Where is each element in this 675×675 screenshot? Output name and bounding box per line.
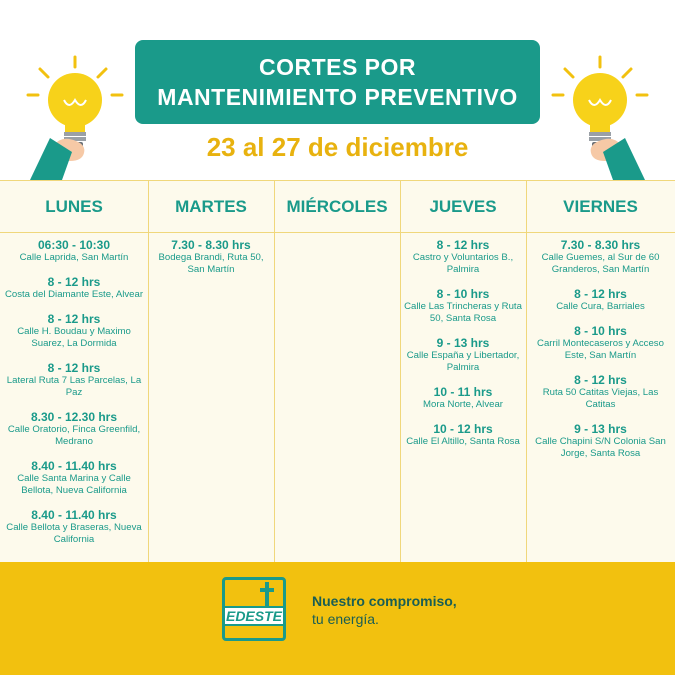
- outage-time: 8 - 12 hrs: [47, 312, 101, 326]
- outage-location: Calle Cura, Barriales: [556, 301, 645, 312]
- outage-time: 8.40 - 11.40 hrs: [31, 459, 117, 473]
- slogan: [312, 592, 457, 628]
- outage-time: 7.30 - 8.30 hrs: [171, 238, 251, 252]
- day-header: JUEVES: [429, 197, 497, 216]
- divider: [0, 232, 675, 233]
- day-header: LUNES: [45, 197, 103, 216]
- list-item: [152, 238, 270, 276]
- outage-time: 10 - 12 hrs: [433, 422, 493, 436]
- outage-time: 8 - 10 hrs: [574, 324, 627, 338]
- outage-time: 7.30 - 8.30 hrs: [560, 238, 641, 252]
- list-item: [4, 410, 144, 448]
- outage-time: 8.40 - 11.40 hrs: [31, 508, 117, 522]
- outage-location: Calle Santa Marina y Calle Bellota, Nueva California: [17, 473, 131, 496]
- outage-time: 8 - 12 hrs: [574, 287, 627, 301]
- list-item: [4, 508, 144, 546]
- outage-time: 8 - 10 hrs: [436, 287, 490, 301]
- day-header: MARTES: [175, 197, 247, 216]
- day-entries: [404, 238, 522, 459]
- outage-location: Lateral Ruta 7 Las Parcelas, La Paz: [6, 375, 142, 398]
- slogan-line-2: tu energía.: [312, 611, 379, 627]
- outage-time: 8 - 12 hrs: [574, 373, 627, 387]
- outage-time: 8 - 12 hrs: [47, 275, 101, 289]
- divider: [148, 181, 149, 563]
- list-item: [530, 422, 671, 460]
- footer: [0, 562, 675, 675]
- edeste-logo: [222, 577, 286, 641]
- outage-location: Carril Montecaseros y Acceso Este, San Martín: [537, 338, 664, 361]
- list-item: [404, 422, 522, 448]
- list-item: [4, 459, 144, 497]
- list-item: [4, 312, 144, 350]
- outage-location: Costa del Diamante Este, Alvear: [4, 289, 144, 300]
- outage-time: 10 - 11 hrs: [433, 385, 493, 399]
- outage-location: Calle Oratorio, Finca Greenfild, Medrano: [7, 424, 141, 447]
- outage-time: 8.30 - 12.30 hrs: [30, 410, 118, 424]
- list-item: [404, 385, 522, 411]
- outage-location: Calle H. Boudau y Maximo Suarez, La Dormida: [17, 326, 131, 349]
- list-item: [404, 336, 522, 374]
- day-entries: [4, 238, 144, 557]
- logo-text: EDESTE: [225, 608, 282, 624]
- day-entries: [530, 238, 671, 471]
- outage-location: Calle Guemes, al Sur de 60 Granderos, San Martín: [541, 252, 660, 275]
- list-item: [404, 287, 522, 325]
- list-item: [4, 238, 144, 264]
- title-line-1: CORTES POR: [258, 54, 417, 80]
- outage-location: Calle El Altillo, Santa Rosa: [406, 436, 520, 447]
- day-header: MIÉRCOLES: [286, 197, 388, 216]
- outage-location: Bodega Brandi, Ruta 50, San Martín: [158, 252, 264, 275]
- slogan-line-1: Nuestro compromiso,: [312, 593, 457, 609]
- outage-time: 9 - 13 hrs: [436, 336, 490, 350]
- day-header: VIERNES: [563, 197, 638, 216]
- list-item: [530, 238, 671, 276]
- outage-location: Calle España y Libertador, Palmira: [406, 350, 520, 373]
- schedule-grid: [0, 180, 675, 563]
- outage-time: 8 - 12 hrs: [47, 361, 101, 375]
- outage-location: Calle Las Trincheras y Ruta 50, Santa Rosa: [404, 301, 522, 324]
- outage-time: 9 - 13 hrs: [574, 422, 627, 436]
- outage-time: 8 - 12 hrs: [436, 238, 490, 252]
- outage-location: Calle Bellota y Braseras, Nueva California: [6, 522, 142, 545]
- list-item: [404, 238, 522, 276]
- outage-time: 06:30 - 10:30: [37, 238, 111, 252]
- divider: [400, 181, 401, 563]
- outage-location: Calle Laprida, San Martín: [19, 252, 129, 263]
- list-item: [530, 373, 671, 411]
- outage-location: Ruta 50 Catitas Viejas, Las Catitas: [542, 387, 659, 410]
- outage-location: Calle Chapini S/N Colonia San Jorge, Santa Rosa: [535, 436, 666, 459]
- outage-location: Castro y Voluntarios B., Palmira: [412, 252, 514, 275]
- divider: [526, 181, 527, 563]
- header: [0, 0, 675, 180]
- list-item: [4, 361, 144, 399]
- page-title: [135, 40, 540, 124]
- title-line-2: MANTENIMIENTO PREVENTIVO: [157, 84, 518, 110]
- list-item: [4, 275, 144, 301]
- list-item: [530, 324, 671, 362]
- outage-location: Mora Norte, Alvear: [423, 399, 503, 410]
- plug-icon: [259, 582, 275, 606]
- list-item: [530, 287, 671, 313]
- day-entries: [152, 238, 270, 287]
- date-range: 23 al 27 de diciembre: [206, 132, 469, 162]
- divider: [274, 181, 275, 563]
